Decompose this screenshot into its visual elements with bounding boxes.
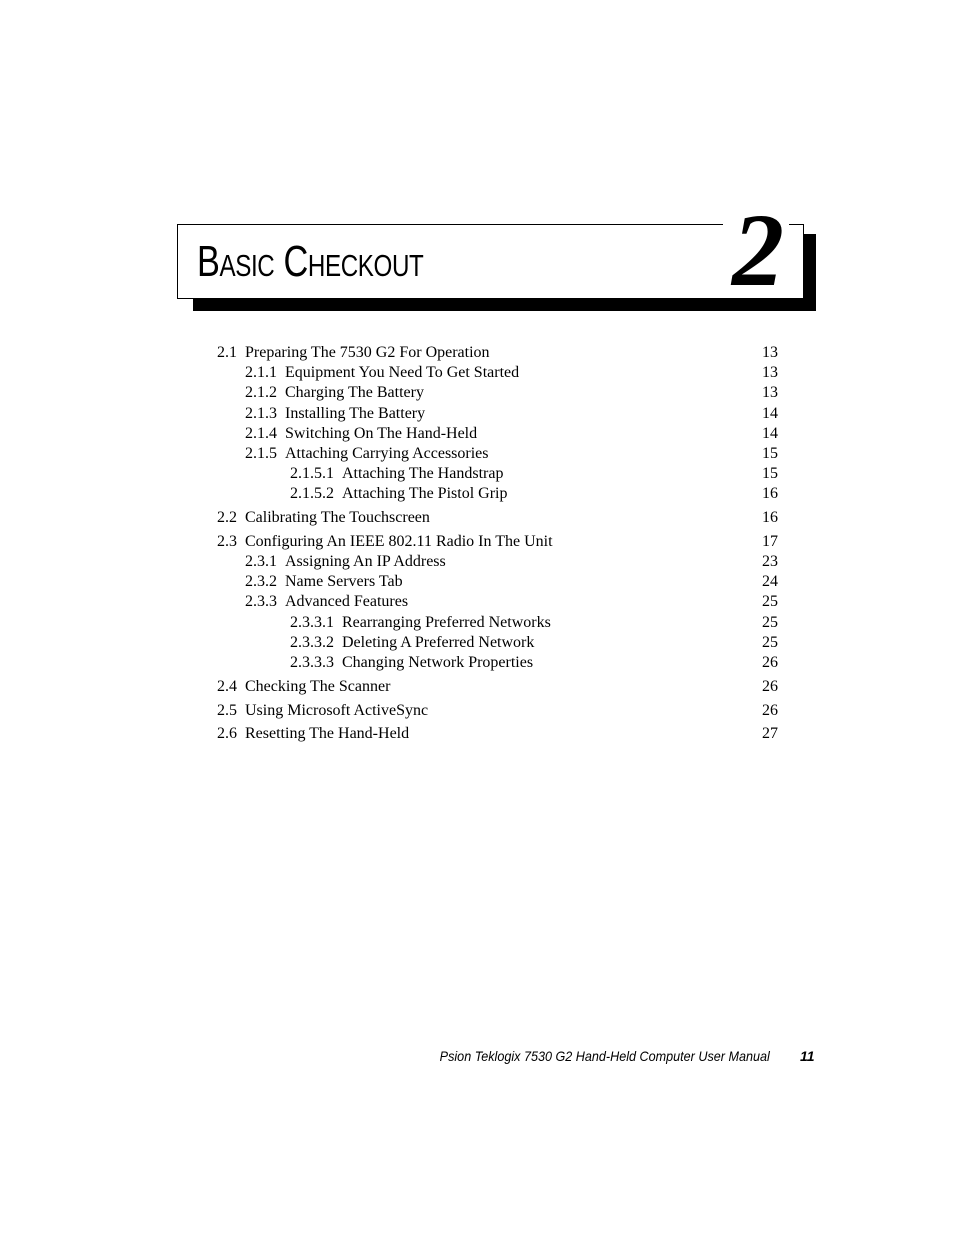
toc-section-title: Assigning An IP Address [285, 553, 446, 571]
toc-entry[interactable] [217, 552, 778, 572]
toc-entry-label [245, 553, 450, 570]
toc-section-number: 2.1.5 [245, 444, 277, 462]
toc-section-number: 2.3.2 [245, 573, 277, 591]
toc-section-title: Calibrating The Touchscreen [245, 509, 430, 527]
toc-entry-label [217, 509, 434, 526]
toc-entry-label [245, 405, 429, 422]
toc-section-title: Preparing The 7530 G2 For Operation [245, 344, 490, 361]
toc-section-number: 2.1 [217, 344, 237, 361]
toc-section-title: Installing The Battery [285, 404, 426, 422]
toc-page-number: 15 [758, 464, 778, 484]
toc-section-number: 2.4 [217, 677, 237, 695]
toc-page-number: 27 [758, 724, 778, 744]
toc-entry-label [290, 654, 537, 671]
toc-page-number: 25 [758, 633, 778, 653]
toc-section-number: 2.1.5.2 [290, 485, 334, 503]
toc-section-title: Attaching The Handstrap [342, 465, 504, 483]
toc-entry-label [290, 634, 538, 651]
toc-entry[interactable] [217, 484, 778, 504]
toc-page-number: 24 [758, 572, 778, 592]
chapter-title: Basic Checkout [197, 237, 424, 286]
toc-entry-label [245, 384, 428, 401]
toc-entry-label [245, 445, 493, 462]
toc-page-number: 17 [758, 532, 778, 552]
toc-section-title: Resetting The Hand-Held [245, 725, 410, 743]
toc-entry[interactable] [217, 653, 778, 673]
toc-section-number: 2.1.5.1 [290, 465, 334, 483]
toc-page-number: 13 [758, 363, 778, 383]
toc-page-number: 25 [758, 613, 778, 633]
toc-entry[interactable] [217, 613, 778, 633]
toc-section-title: Checking The Scanner [245, 677, 391, 695]
toc-section-number: 2.3 [217, 532, 237, 550]
toc-section-number: 2.1.2 [245, 384, 277, 402]
toc-page-number: 13 [758, 383, 778, 403]
toc-section-title: Configuring An IEEE 802.11 Radio In The Unit [245, 532, 553, 550]
toc-entry[interactable] [217, 363, 778, 383]
toc-page-number: 16 [758, 508, 778, 528]
toc-section-number: 2.5 [217, 701, 237, 719]
toc-section-title: Attaching The Pistol Grip [342, 485, 508, 503]
toc-page-number: 14 [758, 404, 778, 424]
toc-entry[interactable] [217, 724, 778, 744]
toc-entry[interactable] [217, 701, 778, 721]
toc-entry-label [217, 678, 394, 695]
toc-entry-label [290, 614, 555, 631]
toc-entry-label [245, 593, 412, 610]
toc-entry-label [290, 465, 507, 482]
toc-page-number: 13 [758, 343, 778, 363]
toc-entry-label [245, 364, 523, 381]
toc-entry-label [245, 425, 481, 442]
toc-section-number: 2.1.1 [245, 364, 277, 382]
chapter-heading-box [177, 193, 804, 308]
toc-entry[interactable] [217, 343, 778, 363]
toc-page-number: 14 [758, 424, 778, 444]
toc-page-number: 25 [758, 592, 778, 612]
toc-section-title: Deleting A Preferred Network [342, 633, 535, 651]
toc-page-number: 26 [758, 653, 778, 673]
toc-entry[interactable] [217, 677, 778, 697]
toc-page-number: 23 [758, 552, 778, 572]
toc-section-number: 2.6 [217, 725, 237, 743]
toc-section-title: Attaching Carrying Accessories [285, 444, 489, 462]
toc-section-title: Advanced Features [285, 593, 409, 611]
toc-entry-label [245, 573, 407, 590]
toc-entry[interactable] [217, 572, 778, 592]
toc-entry-label [290, 485, 511, 502]
footer-manual-title: Psion Teklogix 7530 G2 Hand-Held Computer User Manual [439, 1048, 770, 1064]
toc-entry[interactable] [217, 592, 778, 612]
toc-entry-label [217, 725, 413, 742]
toc-section-title: Charging The Battery [285, 384, 424, 402]
toc-entry[interactable] [217, 633, 778, 653]
toc-page-number: 26 [758, 701, 778, 721]
toc-entry[interactable] [217, 464, 778, 484]
toc-section-number: 2.1.3 [245, 404, 277, 422]
toc-entry-label [217, 344, 494, 361]
toc-page-number: 15 [758, 444, 778, 464]
toc-section-number: 2.3.3.2 [290, 633, 334, 651]
toc-section-title: Equipment You Need To Get Started [285, 364, 520, 382]
toc-section-title: Using Microsoft ActiveSync [245, 701, 429, 719]
toc-section-number: 2.2 [217, 509, 237, 527]
toc-entry-label [217, 533, 557, 550]
toc-section-title: Name Servers Tab [285, 573, 403, 591]
toc-entry-label [217, 702, 432, 719]
footer-page-number: 11 [800, 1048, 815, 1064]
table-of-contents [217, 343, 778, 745]
toc-section-title: Rearranging Preferred Networks [342, 613, 551, 631]
toc-page-number: 16 [758, 484, 778, 504]
toc-section-number: 2.3.3.3 [290, 654, 334, 671]
toc-section-number: 2.3.3.1 [290, 613, 334, 631]
toc-section-title: Changing Network Properties [342, 654, 534, 671]
toc-entry[interactable] [217, 404, 778, 424]
toc-section-title: Switching On The Hand-Held [285, 424, 478, 442]
toc-entry[interactable] [217, 424, 778, 444]
toc-section-number: 2.3.1 [245, 553, 277, 571]
toc-entry[interactable] [217, 383, 778, 403]
toc-entry[interactable] [217, 532, 778, 552]
toc-entry[interactable] [217, 508, 778, 528]
toc-entry[interactable] [217, 444, 778, 464]
chapter-number: 2 [732, 193, 784, 308]
page-footer [0, 1048, 954, 1068]
toc-section-number: 2.3.3 [245, 593, 277, 611]
toc-section-number: 2.1.4 [245, 424, 277, 442]
toc-page-number: 26 [758, 677, 778, 697]
